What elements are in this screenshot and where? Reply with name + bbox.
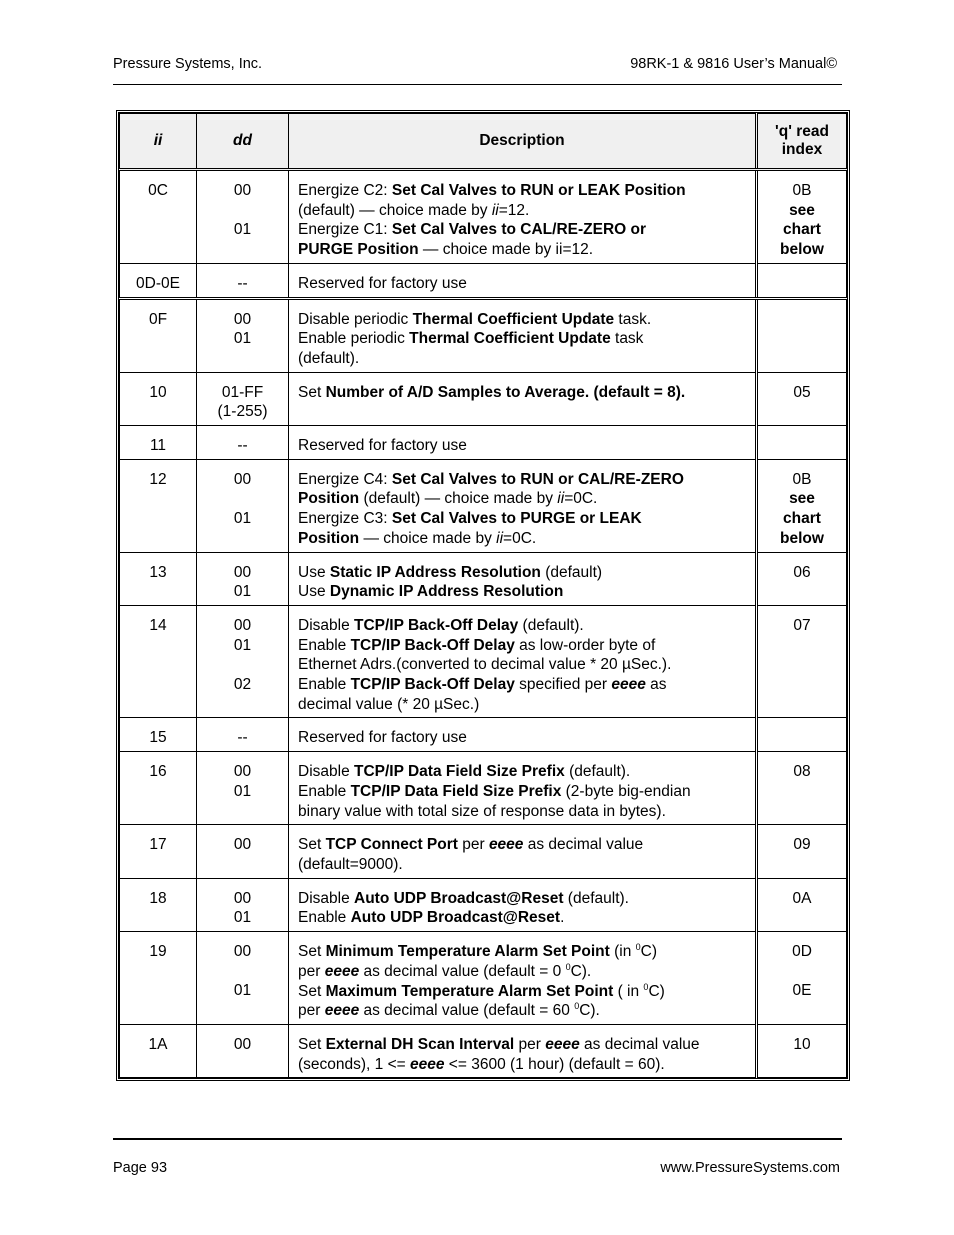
footer-rule [113,1138,842,1140]
cell-q-index [757,263,847,298]
header-description: Description [289,114,757,170]
cell-description: Use Static IP Address Resolution (default) Use Dynamic IP Address Resolution [289,552,757,605]
cell-dd: -- [197,263,289,298]
cell-description: Energize C2: Set Cal Valves to RUN or LEAK Position (default) — choice made by ii=12. Energize C1: Set Cal Valves to CAL/RE-ZERO or PURGE Position — choice made by ii=12. [289,170,757,264]
cell-dd: 00 01 [197,170,289,264]
table-header-row [120,114,847,170]
cell-dd: 01-FF (1-255) [197,372,289,425]
cell-ii: 1A [120,1024,197,1077]
cell-description: Reserved for factory use [289,263,757,298]
cell-q-index: 0D 0E [757,932,847,1025]
command-table [116,110,850,1081]
cell-ii: 17 [120,825,197,878]
cell-ii: 11 [120,426,197,460]
cell-dd: 00 01 [197,752,289,825]
table-row [120,752,847,825]
cell-ii: 16 [120,752,197,825]
header-company: Pressure Systems, Inc. [113,56,263,72]
cell-dd: 00 [197,825,289,878]
cell-dd: -- [197,426,289,460]
cell-description: Disable Auto UDP Broadcast@Reset (default). Enable Auto UDP Broadcast@Reset. [289,878,757,931]
header-ii: ii [120,114,197,170]
cell-q-index: 0A [757,878,847,931]
footer-website: www.PressureSystems.com [660,1160,840,1176]
cell-dd: 00 01 [197,459,289,552]
table-row [120,878,847,931]
cell-ii: 10 [120,372,197,425]
cell-q-index: 0B see chart below [757,459,847,552]
table-row [120,605,847,718]
header-manual-title: 98RK-1 & 9816 User’s Manual© [630,56,837,72]
footer-page-number: Page 93 [113,1160,168,1176]
cell-ii: 0F [120,298,197,372]
table-row [120,718,847,752]
header-q-index: 'q' read index [757,114,847,170]
cell-ii: 12 [120,459,197,552]
cell-description: Disable TCP/IP Back-Off Delay (default). Enable TCP/IP Back-Off Delay as low-order byte of Ethernet Adrs.(converted to decimal value * 20 µSec.). Enable TCP/IP Back-Off Delay specified per eeee as decimal value (* 20 µSec.) [289,605,757,718]
cell-ii: 15 [120,718,197,752]
cell-description: Disable TCP/IP Data Field Size Prefix (default). Enable TCP/IP Data Field Size Prefix (2-byte big-endian binary value with total size of response data in bytes). [289,752,757,825]
table-row [120,263,847,298]
cell-description: Set Minimum Temperature Alarm Set Point (in $^0$C) per eeee as decimal value (default = 0 $^0$C). Set Maximum Temperature Alarm Set Point ( in $^0$C) per eeee as decimal value (default = 60 $^0$C). [289,932,757,1025]
table-row [120,298,847,372]
cell-dd: 00 01 02 [197,605,289,718]
cell-description: Reserved for factory use [289,426,757,460]
cell-description: Set External DH Scan Interval per eeee as decimal value (seconds), 1 <= eeee <= 3600 (1 hour) (default = 60). [289,1024,757,1077]
cell-q-index: 09 [757,825,847,878]
cell-ii: 18 [120,878,197,931]
table-row [120,170,847,264]
header-dd: dd [197,114,289,170]
cell-q-index: 05 [757,372,847,425]
cell-dd: 00 01 [197,878,289,931]
table-row [120,552,847,605]
table-row [120,825,847,878]
table-row [120,372,847,425]
cell-dd: 00 [197,1024,289,1077]
cell-q-index [757,298,847,372]
cell-q-index [757,718,847,752]
cell-q-index: 08 [757,752,847,825]
cell-description: Energize C4: Set Cal Valves to RUN or CAL/RE-ZERO Position (default) — choice made by ii=0C. Energize C3: Set Cal Valves to PURGE or LEAK Position — choice made by ii=0C. [289,459,757,552]
table-row [120,459,847,552]
header-rule [113,84,842,85]
cell-dd: 00 01 [197,298,289,372]
cell-ii: 19 [120,932,197,1025]
table-row [120,426,847,460]
cell-q-index: 07 [757,605,847,718]
cell-q-index: 06 [757,552,847,605]
cell-q-index: 10 [757,1024,847,1077]
cell-description: Set Number of A/D Samples to Average. (default = 8). [289,372,757,425]
cell-ii: 14 [120,605,197,718]
cell-ii: 13 [120,552,197,605]
cell-q-index [757,426,847,460]
cell-q-index: 0B see chart below [757,170,847,264]
table-row [120,1024,847,1077]
cell-ii: 0C [120,170,197,264]
cell-dd: 00 01 [197,552,289,605]
cell-dd: 00 01 [197,932,289,1025]
table-row [120,932,847,1025]
cell-dd: -- [197,718,289,752]
cell-description: Set TCP Connect Port per eeee as decimal value (default=9000). [289,825,757,878]
cell-description: Reserved for factory use [289,718,757,752]
cell-description: Disable periodic Thermal Coefficient Update task. Enable periodic Thermal Coefficient Update task (default). [289,298,757,372]
cell-ii: 0D-0E [120,263,197,298]
